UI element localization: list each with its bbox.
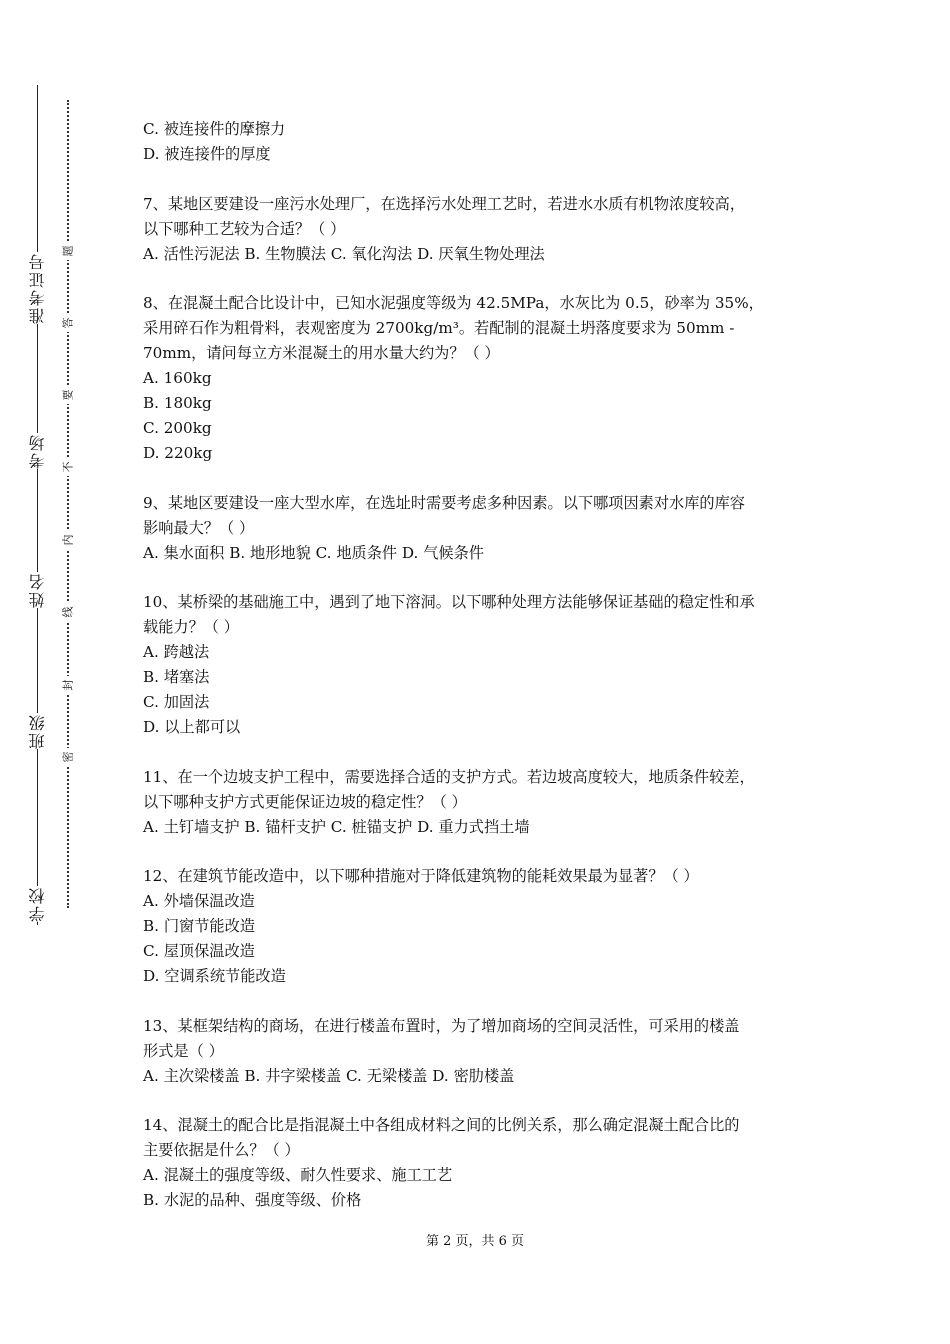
question-11 [143,765,813,840]
question-text: 以下哪种支护方式更能保证边坡的稳定性？（ ） [143,792,467,811]
school-field: 学校 [22,886,52,922]
option-line: D. 以上都可以 [143,718,241,736]
page-footer: 第 2 页，共 6 页 [425,1234,525,1249]
question-6-tail [143,117,813,167]
question-12 [143,864,813,989]
option-line: B. 门窗节能改造 [143,917,255,935]
seal-char: 密 [60,748,76,766]
option-line: A. 跨越法 [143,643,210,661]
question-13 [143,1014,813,1089]
option-line: D. 被连接件的厚度 [143,145,271,163]
seal-char: 要 [60,386,76,404]
question-text: 7、某地区要建设一座污水处理厂，在选择污水处理工艺时，若进水水质有机物浓度较高， [143,194,745,213]
option-line: C. 被连接件的摩擦力 [143,120,286,138]
exam-content [143,117,813,1213]
seal-char: 不 [60,458,76,476]
question-9 [143,491,813,566]
option-line: A. 集水面积 B. 地形地貌 C. 地质条件 D. 气候条件 [143,543,484,562]
option-line: C. 加固法 [143,693,210,711]
binding-margin [0,0,110,1344]
question-7 [143,192,813,267]
option-line: B. 水泥的品种、强度等级、价格 [143,1191,362,1209]
option-line: A. 外墙保温改造 [143,892,255,910]
question-text: 形式是（ ） [143,1041,224,1060]
question-text: 采用碎石作为粗骨料，表观密度为 2700kg/m³。若配制的混凝土坍落度要求为 50mm - [143,319,735,337]
admission-number-field: 准考证号 [22,252,52,324]
seal-char: 题 [60,242,76,260]
exam-room-field: 考场 [22,433,52,469]
question-text: 主要依据是什么？（ ） [143,1141,300,1159]
name-field: 姓名 [22,572,52,608]
option-line: D. 空调系统节能改造 [143,967,286,985]
option-line: A. 土钉墙支护 B. 锚杆支护 C. 桩锚支护 D. 重力式挡土墙 [143,817,530,836]
question-14 [143,1113,813,1213]
seal-char: 封 [60,676,76,694]
option-line: A. 主次梁楼盖 B. 井字梁楼盖 C. 无梁楼盖 D. 密肋楼盖 [143,1066,515,1085]
question-10 [143,590,813,740]
question-text: 以下哪种工艺较为合适？（ ） [143,219,346,238]
seal-char: 线 [60,603,76,621]
seal-char: 答 [60,314,76,332]
option-line: A. 活性污泥法 B. 生物膜法 C. 氧化沟法 D. 厌氧生物处理法 [143,244,545,263]
question-text: 70mm，请问每立方米混凝土的用水量大约为？（ ） [143,344,500,362]
question-text: 9、某地区要建设一座大型水库，在选址时需要考虑多种因素。以下哪项因素对水库的库容 [143,493,745,512]
question-text: 8、在混凝土配合比设计中，已知水泥强度等级为 42.5MPa，水灰比为 0.5，砂率为 35%， [143,294,764,312]
class-field: 班级 [22,713,52,749]
seal-dotted-line [67,100,69,908]
question-8 [143,291,813,466]
option-line: B. 180kg [143,394,212,412]
binding-solid-line [37,85,38,925]
question-text: 11、在一个边坡支护工程中，需要选择合适的支护方式。若边坡高度较大，地质条件较差， [143,767,755,786]
option-line: A. 160kg [143,369,212,387]
question-text: 载能力？（ ） [143,618,239,636]
question-text: 影响最大？（ ） [143,518,255,537]
option-line: A. 混凝土的强度等级、耐久性要求、施工工艺 [143,1166,453,1184]
option-line: D. 220kg [143,444,213,462]
option-line: C. 屋顶保温改造 [143,942,255,960]
seal-char: 内 [60,531,76,549]
question-text: 10、某桥梁的基础施工中，遇到了地下溶洞。以下哪种处理方法能够保证基础的稳定性和承 [143,593,755,611]
option-line: B. 堵塞法 [143,668,210,686]
option-line: C. 200kg [143,419,212,437]
question-text: 12、在建筑节能改造中，以下哪种措施对于降低建筑物的能耗效果最为显著？（ ） [143,867,699,885]
question-text: 13、某框架结构的商场，在进行楼盖布置时，为了增加商场的空间灵活性，可采用的楼盖 [143,1016,740,1035]
question-text: 14、混凝土的配合比是指混凝土中各组成材料之间的比例关系，那么确定混凝土配合比的 [143,1116,740,1134]
